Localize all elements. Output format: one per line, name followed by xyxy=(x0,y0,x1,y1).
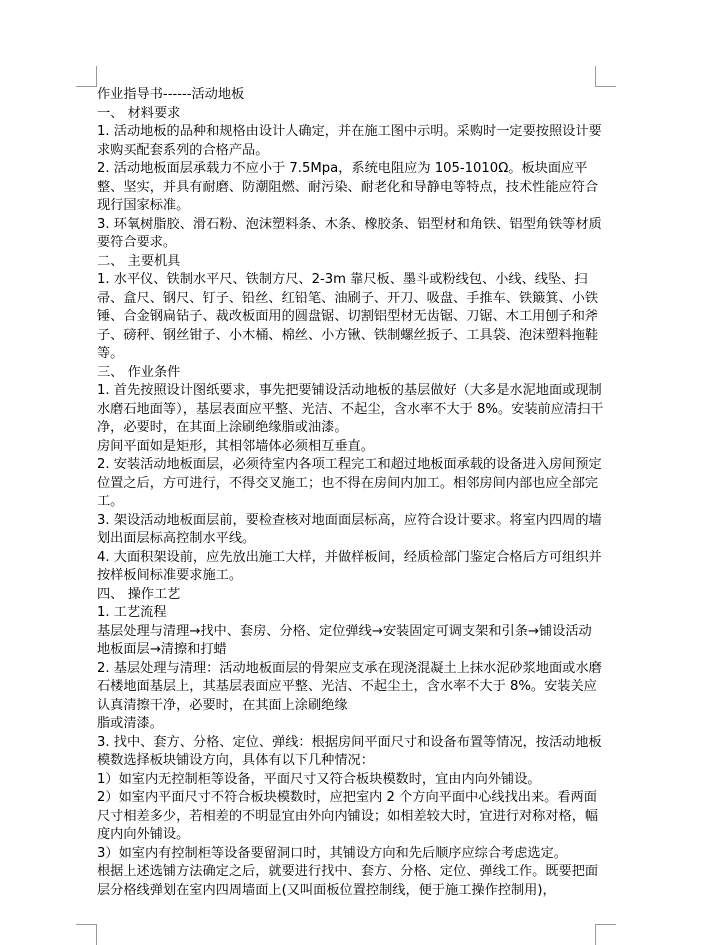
document-title: 作业指导书------活动地板 xyxy=(97,87,245,102)
crop-mark-top-left xyxy=(76,66,97,87)
paragraph: 2）如室内平面尺寸不符合板块模数时，应把室内 2 个方向平面中心线找出来。看两面尺寸相差多少，若相差的不明显宜由外向内铺设；如相差较大时，宜进行对称对格，幅度内向外铺设。 xyxy=(97,790,599,842)
crop-mark-top-right xyxy=(595,66,616,87)
paragraph: 1. 水平仪、铁制水平尺、铁制方尺、2-3m 靠尺板、墨斗或粉线包、小线、线坠、扫帚、盒尺、钢尺、钉子、铅丝、红铅笔、油刷子、开刀、吸盘、手推车、铁簸箕、小铁锤、合金钢扁钻子、裁改板面用的圆盘锯、切割铝型材无齿锯、刀锯、木工用刨子和斧子、磅秤、钢丝钳子、小木桶、棉丝、小方锹、铁制螺丝扳子、工具袋、泡沫塑料拖鞋等。 xyxy=(97,272,599,361)
crop-mark-bottom-right xyxy=(595,924,616,945)
paragraph: 1. 活动地板的品种和规格由设计人确定，并在施工图中示明。采购时一定要按照设计要求购买配套系列的合格产品。 xyxy=(97,124,602,158)
paragraph: 1. 工艺流程 xyxy=(97,605,167,620)
paragraph: 1）如室内无控制柜等设备，平面尺寸又符合板块模数时，宜由内向外铺设。 xyxy=(97,771,541,787)
section-heading: 一、 材料要求 xyxy=(97,105,181,121)
paragraph: 3）如室内有控制柜等设备要留洞口时，其铺设方向和先后顺序应综合考虑选定。 xyxy=(97,845,567,861)
paragraph: 脂或清漆。 xyxy=(97,716,163,731)
crop-mark-bottom-left xyxy=(76,924,97,945)
paragraph: 2. 基层处理与清理：活动地板面层的骨架应支承在现浇混凝土上抹水泥砂浆地面或水磨石楼地面基层上，其基层表面应平整、光洁、不起尘土，含水率不大于 8%。安装关应认真清擦干净，必要时，在其面上涂刷绝缘 xyxy=(97,660,602,713)
paragraph: 2. 活动地板面层承载力不应小于 7.5Mpa，系统电阻应为 105-1010Ω。板块面应平整、坚实，并具有耐磨、防潮阻燃、耐污染、耐老化和导静电等特点，技术性能应符合现行国家标准。 xyxy=(97,161,599,213)
paragraph: 根据上述选铺方法确定之后，就要进行找中、套方、分格、定位、弹线工作。既要把面层分格线弹划在室内四周墙面上(又叫面板位置控制线，便于施工操作控制用)， xyxy=(97,864,599,898)
section-heading: 二、 主要机具 xyxy=(97,253,181,269)
paragraph: 2. 安装活动地板面层，必须待室内各项工程完工和超过地板面承载的设备进入房间预定位置之后，方可进行，不得交叉施工；也不得在房间内加工。相邻房间内部也应全部完工。 xyxy=(97,457,602,509)
paragraph: 基层处理与清理→找中、套房、分格、定位弹线→安装固定可调支架和引条→铺设活动地板面层→清擦和打蜡 xyxy=(97,623,592,657)
paragraph: 3. 架设活动地板面层前，要检查核对地面面层标高，应符合设计要求。将室内四周的墙划出面层标高控制水平线。 xyxy=(97,512,602,546)
paragraph: 1. 首先按照设计图纸要求，事先把要铺设活动地板的基层做好（大多是水泥地面或现制水磨石地面等），基层表面应平整、光洁、不起尘，含水率不大于 8%。安装前应清扫干净，必要时，在其面上涂刷绝缘脂或油漆。 xyxy=(97,383,604,435)
paragraph: 3. 环氧树脂胶、滑石粉、泡沫塑料条、木条、橡胶条、铝型材和角铁、铝型角铁等材质要符合要求。 xyxy=(97,216,602,250)
section-heading: 三、 作业条件 xyxy=(97,364,181,380)
document-body xyxy=(97,86,604,900)
paragraph: 房间平面如是矩形，其相邻墙体必须相互垂直。 xyxy=(97,438,374,454)
paragraph: 4. 大面积架设前，应先放出施工大样，并做样板间，经质检部门鉴定合格后方可组织并按样板间标准要求施工。 xyxy=(97,549,602,583)
section-heading: 四、 操作工艺 xyxy=(97,586,181,602)
paragraph: 3. 找中、套方、分格、定位、弹线：根据房间平面尺寸和设备布置等情况，按活动地板模数选择板块铺设方向，具体有以下几种情况： xyxy=(97,734,602,768)
